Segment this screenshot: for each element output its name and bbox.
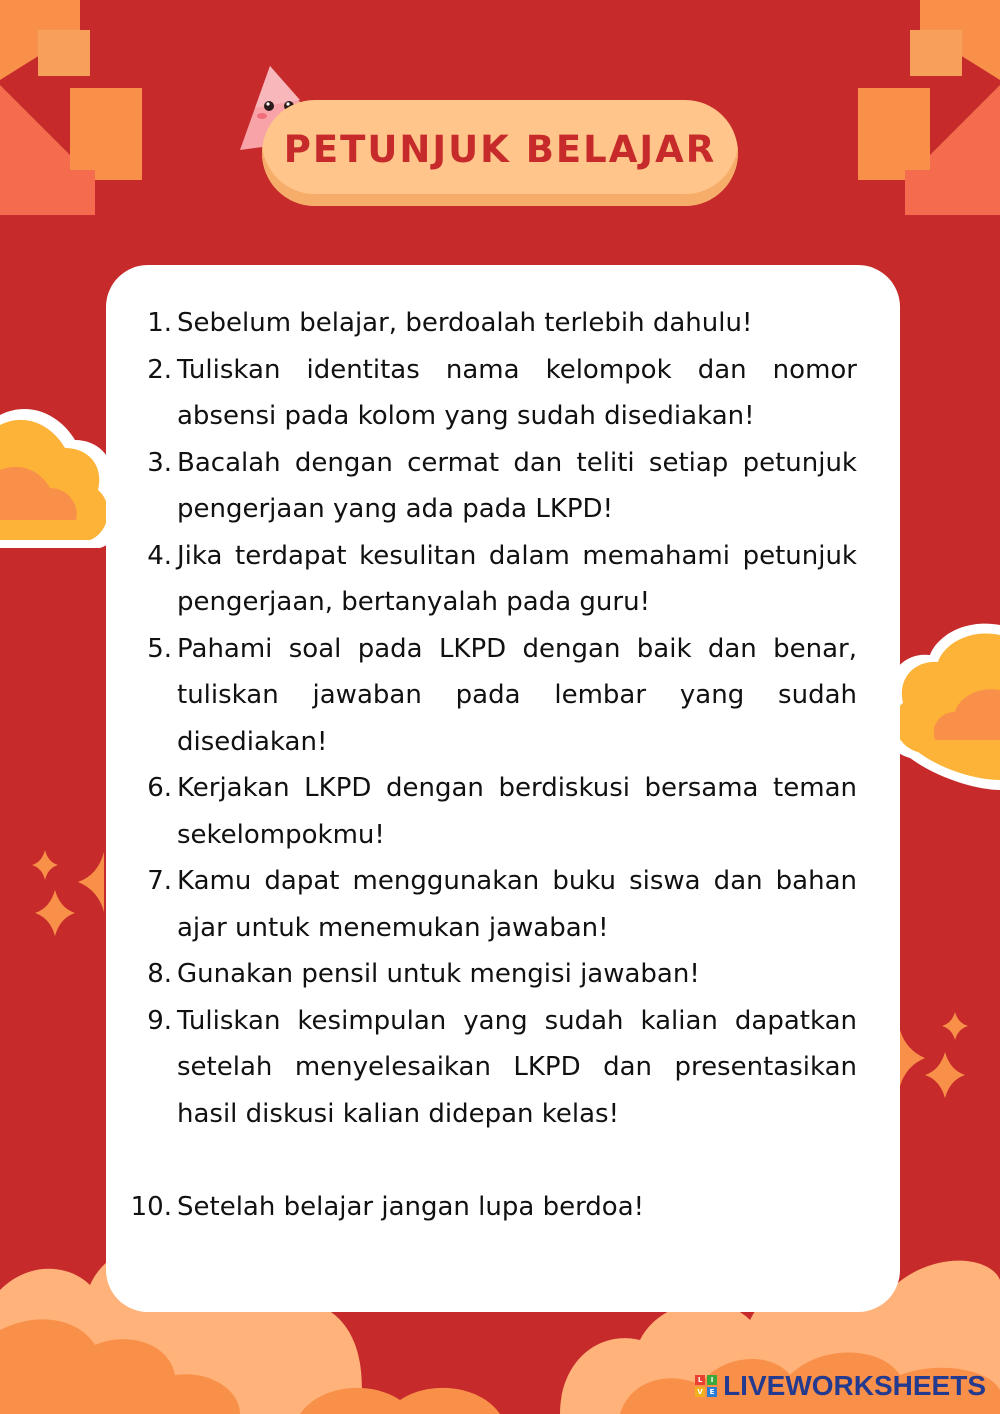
item-number: 1. (147, 308, 172, 338)
top-left-geometric-shapes (0, 0, 142, 215)
item-number: 9. (147, 1005, 172, 1036)
top-right-geometric-shapes (858, 0, 1000, 215)
item-text: Tuliskan identitas nama kelompok dan nomor absensi pada kolom yang sudah disediakan! (177, 354, 857, 431)
watermark-text: LIVEWORKSHEETS (723, 1370, 986, 1401)
item-number: 7. (147, 866, 172, 896)
item-text: Setelah belajar jangan lupa berdoa! (177, 1191, 645, 1222)
item-text: Jika terdapat kesulitan dalam memahami petunjuk pengerjaan, bertanyalah pada guru! (177, 540, 857, 617)
left-cloud (0, 409, 123, 548)
item-number: 10. (130, 1191, 172, 1222)
item-text: Kerjakan LKPD dengan berdiskusi bersama teman sekelompokmu! (177, 773, 857, 850)
page-title: PETUNJUK BELAJAR (283, 128, 717, 171)
right-sparkles (900, 1012, 968, 1098)
item-text: Gunakan pensil untuk mengisi jawaban! (177, 959, 700, 989)
item-number: 3. (147, 447, 172, 478)
item-number: 8. (147, 959, 172, 989)
item-text: Tuliskan kesimpulan yang sudah kalian dapatkan setelah menyelesaikan LKPD dan presentasikan hasil diskusi kalian didepan kelas! (177, 1005, 857, 1129)
item-number: 2. (147, 354, 172, 385)
left-sparkles (32, 850, 104, 936)
item-text: Pahami soal pada LKPD dengan baik dan benar, tuliskan jawaban pada lembar yang sudah disediakan! (177, 633, 857, 757)
item-text: Kamu dapat menggunakan buku siswa dan bahan ajar untuk menemukan jawaban! (177, 866, 857, 943)
liveworksheets-logo-icon: L I V E (695, 1375, 717, 1397)
liveworksheets-watermark (695, 1370, 986, 1402)
item-text: Bacalah dengan cermat dan teliti setiap petunjuk pengerjaan yang ada pada LKPD! (177, 447, 857, 524)
item-number: 6. (147, 773, 172, 803)
item-text: Sebelum belajar, berdoalah terlebih dahulu! (177, 308, 753, 338)
item-number: 4. (147, 540, 172, 571)
item-number: 5. (147, 633, 172, 664)
